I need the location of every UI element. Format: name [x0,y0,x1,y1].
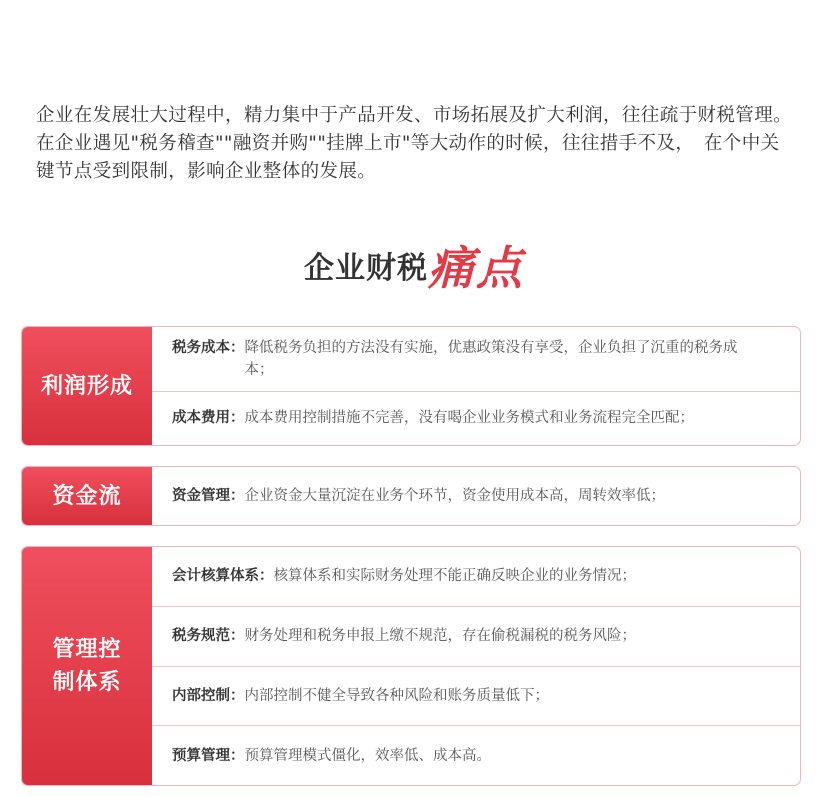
list-item [152,327,800,391]
item-text: 预算管理模式僵化，效率低、成本高。 [244,747,491,764]
list-item [152,725,800,785]
heading-accent: 痛点 [428,241,524,295]
list-item [152,467,800,525]
card-profit [21,326,801,446]
item-text: 内部控制不健全导致各种风险和账务质量低下； [244,687,549,704]
card-management [21,546,801,786]
list-item [152,547,800,606]
item-label: 税务成本： [172,340,245,356]
item-text: 核算体系和实际财务处理不能正确反映企业的业务情况； [273,568,636,585]
list-item [152,666,800,726]
intro-paragraph: 企业在发展壮大过程中，精力集中于产品开发、市场拓展及扩大利润，往往疏于财税管理。 在企业遇见"税务稽查""融资并购""挂牌上市"等大动作的时候，往往措手不及， 在个中关键节点受到限制，影响企业整体的发展。 [36,105,802,182]
card-title: 利润形成 [22,327,152,445]
item-label: 资金管理： [172,488,245,504]
item-text: 降低税务负担的方法没有实施，优惠政策没有享受，企业负担了沉重的税务成本； [244,340,738,378]
item-label: 税务规范： [172,628,245,645]
item-label: 内部控制： [172,687,245,704]
card-title: 管理控制体系 [22,547,152,785]
item-text: 财务处理和税务申报上缴不规范，存在偷税漏税的税务风险； [244,628,636,645]
item-label: 预算管理： [172,747,245,764]
heading-plain: 企业财税 [304,251,428,286]
section-heading [0,226,828,295]
list-item [152,606,800,666]
list-item [152,391,800,446]
card-title: 资金流 [22,467,152,525]
item-text: 成本费用控制措施不完善，没有喝企业业务模式和业务流程完全匹配； [244,410,694,427]
item-text: 企业资金大量沉淀在业务个环节，资金使用成本高，周转效率低； [244,488,665,504]
card-cashflow [21,466,801,526]
item-label: 会计核算体系： [172,568,274,585]
item-label: 成本费用： [172,410,245,427]
